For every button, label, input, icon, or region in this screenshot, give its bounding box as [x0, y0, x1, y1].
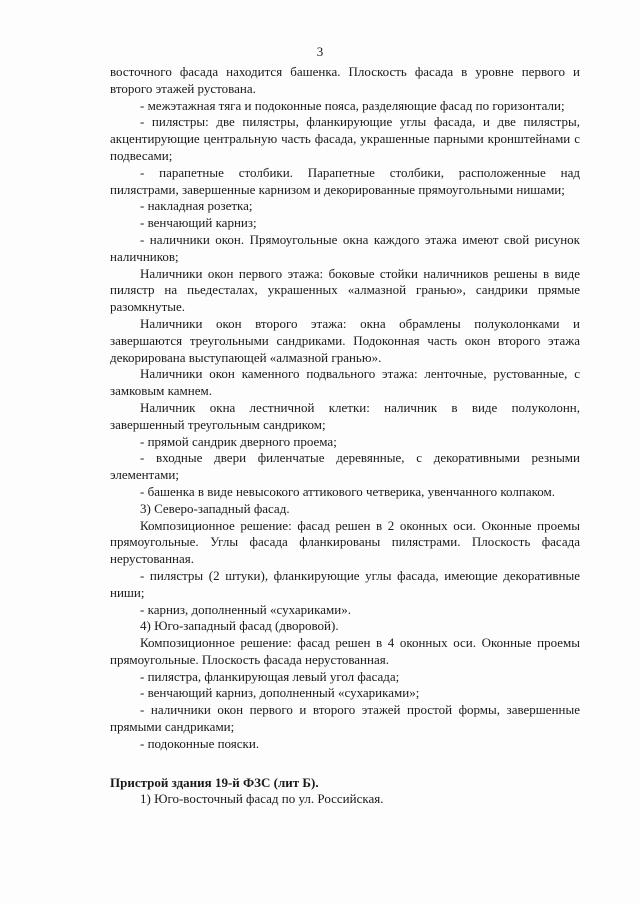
page-number: 3: [316, 44, 324, 59]
section-heading: Пристрой здания 19-й ФЗС (лит Б).: [110, 774, 319, 790]
paragraph: - межэтажная тяга и подоконные пояса, разделяющие фасад по горизонтали;: [140, 97, 565, 113]
paragraph: - наличники окон. Прямоугольные окна каждого этажа имеют свой рисунок наличников;: [110, 231, 580, 264]
paragraph: - пилястры (2 штуки), фланкирующие углы фасада, имеющие декоративные ниши;: [110, 567, 580, 600]
paragraph: 3) Северо-западный фасад.: [140, 500, 290, 516]
document-body: [110, 64, 580, 808]
paragraph: Наличники окон первого этажа: боковые стойки наличников решены в виде пилястр на пьедесталах, украшенных «алмазной гранью», сандрики прямые разомкнутые.: [110, 265, 580, 315]
paragraph: Наличник окна лестничной клетки: наличник в виде полуколонн, завершенный треугольным сандриком;: [110, 399, 580, 432]
paragraph: 1) Юго-восточный фасад по ул. Российская.: [140, 791, 384, 807]
paragraph: Композиционное решение: фасад решен в 4 оконных оси. Оконные проемы прямоугольные. Плоскость фасада нерустованная.: [110, 635, 580, 667]
paragraph: - наличники окон первого и второго этажей простой формы, завершенные прямыми сандриками;: [110, 702, 580, 735]
paragraph-list: [110, 64, 580, 753]
paragraph: - пилястра, фланкирующая левый угол фасада;: [140, 668, 400, 684]
paragraph: - башенка в виде невысокого аттикового четверика, увенчанного колпаком.: [140, 483, 555, 499]
paragraph: 4) Юго-западный фасад (дворовой).: [140, 618, 339, 634]
paragraph: - карниз, дополненный «сухариками».: [140, 601, 351, 617]
paragraph: - пилястры: две пилястры, фланкирующие углы фасада, и две пилястры, акцентирующие центральную часть фасада, украшенные парными кронштейнами с подвесами;: [110, 114, 580, 163]
paragraph: - венчающий карниз, дополненный «сухариками»;: [140, 685, 420, 701]
paragraph: Наличники окон каменного подвального этажа: ленточные, рустованные, с замковым камнем.: [110, 366, 580, 399]
paragraph: восточного фасада находится башенка. Плоскость фасада в уровне первого и второго этажей рустована.: [110, 64, 580, 96]
paragraph: - венчающий карниз;: [140, 215, 257, 231]
paragraph: - парапетные столбики. Парапетные столбики, расположенные над пилястрами, завершенные карнизом и декорированные прямоугольными нишами;: [110, 164, 580, 197]
paragraph: - накладная розетка;: [140, 198, 253, 214]
paragraph: Наличники окон второго этажа: окна обрамлены полуколонками и завершаются треугольными сандриками. Подоконная часть окон второго этажа декорирована выступающей «алмазной гранью».: [110, 315, 580, 365]
paragraph: - подоконные пояски.: [140, 735, 260, 751]
paragraph: - входные двери филенчатые деревянные, с декоративными резными элементами;: [110, 450, 580, 483]
paragraph: - прямой сандрик дверного проема;: [140, 433, 337, 449]
paragraph: Композиционное решение: фасад решен в 2 оконных оси. Оконные проемы прямоугольные. Углы фасада фланкированы пилястрами. Плоскость фасада нерустованная.: [110, 517, 580, 567]
